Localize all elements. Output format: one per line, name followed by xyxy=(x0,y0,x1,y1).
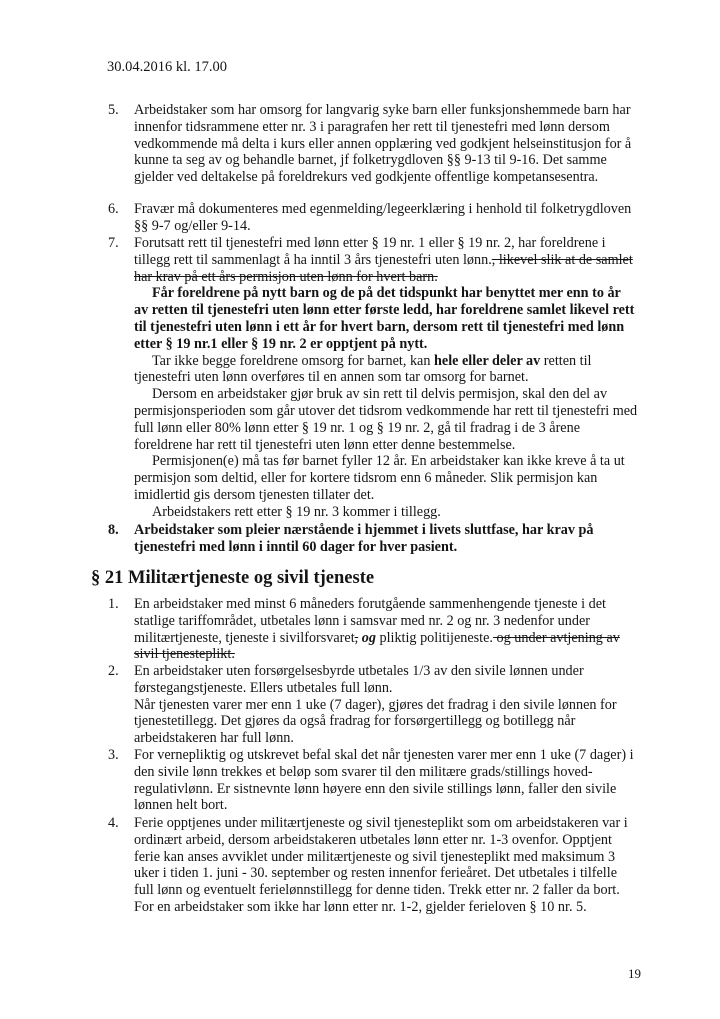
list-item-7 xyxy=(108,235,638,521)
struck-text: og under avtjening av sivil tjenesteplikt. xyxy=(134,629,620,663)
item-text xyxy=(134,235,638,285)
section-item-4 xyxy=(108,815,638,916)
text-run: pliktig politijeneste. xyxy=(375,629,493,646)
list-item-8 xyxy=(108,522,638,556)
item-number: 7. xyxy=(108,235,119,251)
text-run: retten til tjenestefri uten lønn overføres til en annen som tar omsorg for barnet. xyxy=(134,352,592,386)
section-item-2 xyxy=(108,663,638,747)
paragraph: Permisjonen(e) må tas før barnet fyller 12 år. En arbeidstaker kan ikke kreve å ta ut permisjon som deltid, eller for kortere tidsrom enn 6 måneder. Slik permisjon kan imidlertid gis dersom tjenesten tillater det. xyxy=(134,453,625,503)
paragraph: Arbeidstakers rett etter § 19 nr. 3 kommer i tillegg. xyxy=(152,503,441,520)
section-item-3 xyxy=(108,747,638,814)
struck-text: , xyxy=(354,629,359,646)
item-text: Ferie opptjenes under militærtjeneste og sivil tjenesteplikt som om arbeidstakeren var i ordinært arbeid, dersom arbeidstakeren utbetales lønn etter nr. 1-3 ovenfor. Opptjent ferie kan anses avviklet under militærtjeneste og sivil tjenesteplikt med maksimum 3 uker i tiden 1. juni - 30. september og resten innenfor ferieåret. Det utbetales i tilfelle full lønn og eventuelt ferielønnstillegg for denne tiden. Trekk etter nr. 2 faller da bort. For en arbeidstaker som ikke har lønn etter nr. 1-2, gjelder ferieloven § 10 nr. 5. xyxy=(134,815,628,915)
item-text xyxy=(134,596,638,663)
section-heading: § 21 Militærtjeneste og sivil tjeneste xyxy=(91,568,375,588)
item-number: 8. xyxy=(108,522,119,538)
item-text: Arbeidstaker som har omsorg for langvarig syke barn eller funksjonshemmede barn har innenfor tidsrammene etter nr. 3 i paragrafen her rett til tjenestefri med lønn dersom vedkommende må delta i kurs eller annen opplæring ved godkjent helseinstitusjon for å kunne ta seg av og behandle barnet, jf folketrygdloven §§ 9-13 til 9-16. Det samme gjelder ved deltakelse på foreldrekurs ved godkjente offentlige kompetansesentra. xyxy=(134,102,632,186)
item-number: 5. xyxy=(108,102,119,118)
list-item-6 xyxy=(108,201,638,235)
page-number: 19 xyxy=(628,966,641,981)
text-run: En arbeidstaker med minst 6 måneders forutgående sammenhengende tjeneste i det statlige tariffområdet, utbetales lønn i samsvar med nr. 2 og nr. 3 nedenfor under militærtjeneste, tjeneste i sivilforsvaret xyxy=(134,596,606,646)
item-number: 4. xyxy=(108,815,119,831)
item-text: For vernepliktig og utskrevet befal skal det når tjenesten varer mer enn 1 uke (7 dager) i den sivile lønn trekkes et beløp som svarer til den militære grads/stillings hoved-regulativlønn. Er sistnevnte lønn høyere enn den sivile stillings lønn, faller den sivile lønnen helt bort. xyxy=(134,747,634,814)
bold-run: hele eller deler av xyxy=(434,352,541,369)
item-number: 2. xyxy=(108,663,119,679)
item-number: 3. xyxy=(108,747,119,763)
bold-paragraph: Får foreldrene på nytt barn og de på det tidspunkt har benyttet mer enn to år av retten til tjenestefri uten lønn etter første ledd, har foreldrene samlet likevel rett til tjenestefri uten lønn i ett år for hvert barn, dersom rett til tjenestefri med lønn etter § 19 nr.1 eller § 19 nr. 2 er opptjent på nytt. xyxy=(134,285,635,352)
list-item-5 xyxy=(108,102,638,186)
item-text: En arbeidstaker uten forsørgelsesbyrde utbetales 1/3 av den sivile lønnen under førstegangstjeneste. Ellers utbetales full lønn. xyxy=(134,663,584,696)
section-item-1 xyxy=(108,596,638,663)
paragraph xyxy=(134,353,638,387)
paragraph: Dersom en arbeidstaker gjør bruk av sin rett til delvis permisjon, skal den del av permisjonsperioden som går utover det tidsrom vedkommende har rett til tjenestefri med full lønn eller 80% lønn etter § 19 nr. 1 og § 19 nr. 2, gå til fradrag i de 3 årene foreldrene har rett til tjenestefri uten lønn etter denne bestemmelse. xyxy=(134,386,638,453)
bold-italic-run: og xyxy=(361,629,376,646)
text-run: Tar ikke begge foreldrene omsorg for barnet, kan xyxy=(152,352,434,369)
header-date: 30.04.2016 kl. 17.00 xyxy=(107,59,228,75)
item-text: Når tjenesten varer mer enn 1 uke (7 dager), gjøres det fradrag i den sivile lønnen for tjenestetillegg. Det gjøres da også fradrag for forsørgertillegg og botillegg når arbeidstakeren har full lønn. xyxy=(134,696,617,747)
item-text: Arbeidstaker som pleier nærstående i hjemmet i livets sluttfase, har krav på tjenestefri med lønn i inntil 60 dager for hver pasient. xyxy=(134,522,594,555)
item-text: Fravær må dokumenteres med egenmelding/legeerklæring i henhold til folketrygdloven §§ 9-7 og/eller 9-14. xyxy=(134,201,632,234)
struck-text: , likevel slik at de samlet har krav på ett års permisjon uten lønn for hvert barn. xyxy=(134,251,633,285)
item-number: 1. xyxy=(108,596,119,612)
item-7-text: Forutsatt rett til tjenestefri med lønn etter § 19 nr. 1 eller § 19 nr. 2, har foreldrene i tillegg rett til sammenlagt å ha inntil 3 års tjenestefri uten lønn. xyxy=(134,235,606,268)
item-number: 6. xyxy=(108,201,119,217)
